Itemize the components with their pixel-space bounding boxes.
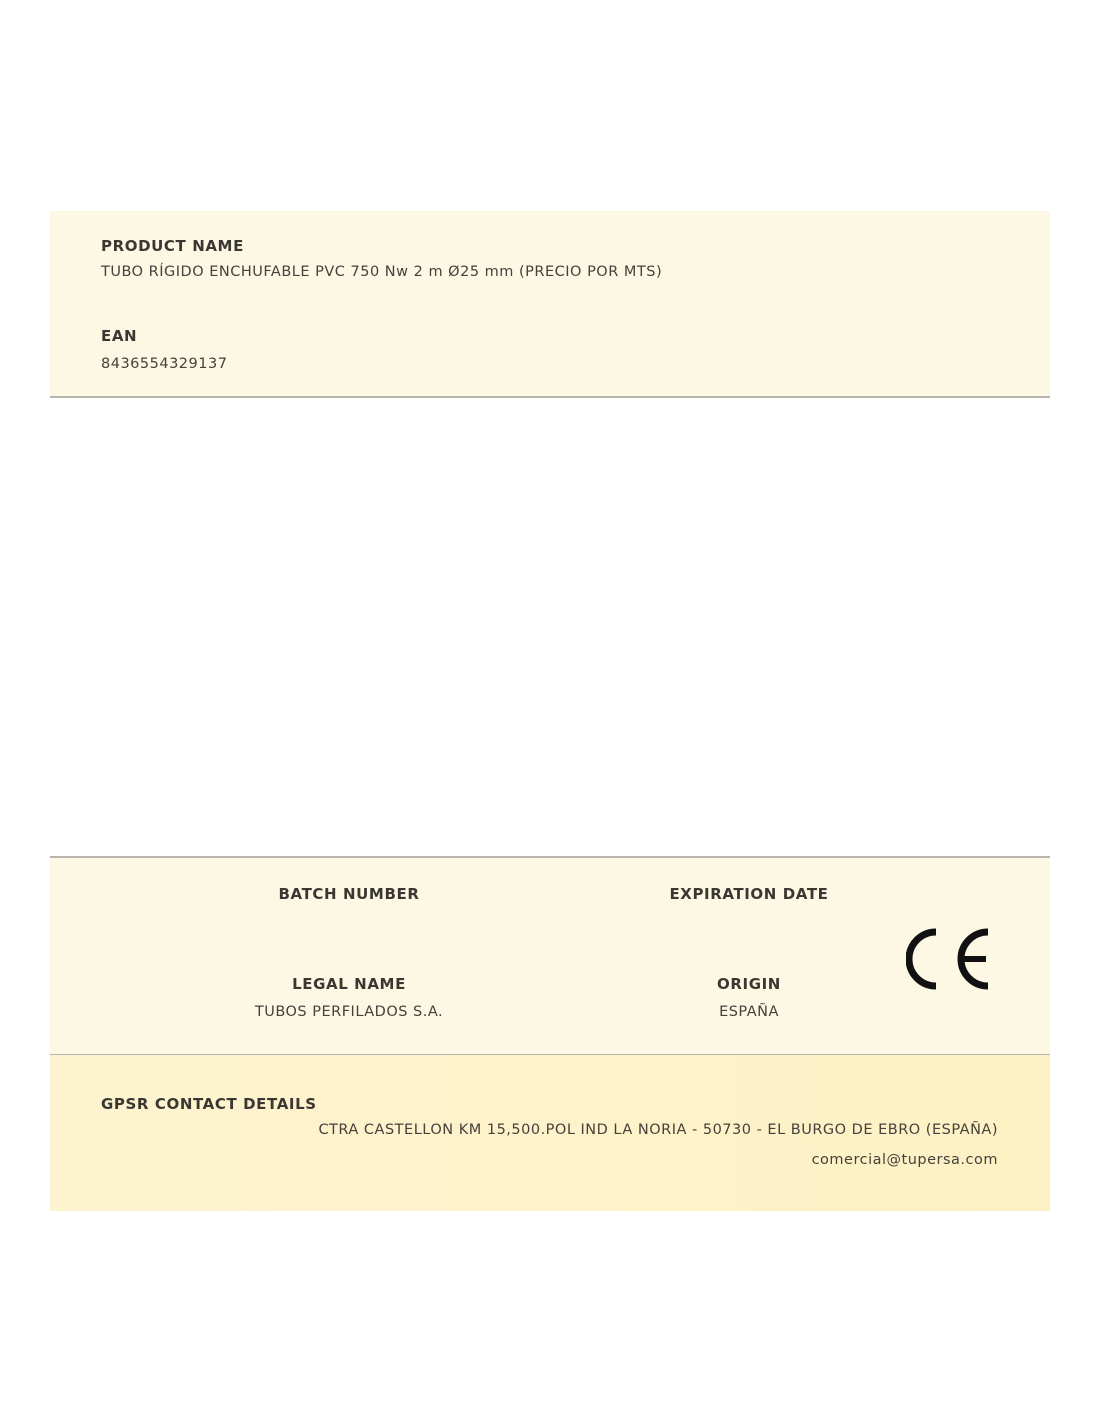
contact-address: CTRA CASTELLON KM 15,500.POL IND LA NORIA - 50730 - EL BURGO DE EBRO (ESPAÑA) [318, 1122, 998, 1138]
ean-value: 8436554329137 [101, 356, 228, 372]
legal-name-label: LEGAL NAME [292, 975, 406, 993]
product-info-panel [50, 211, 1050, 398]
gpsr-contact-panel [50, 1055, 1050, 1211]
batch-number-cell [199, 885, 499, 903]
origin-label: ORIGIN [717, 975, 781, 993]
product-name-label: PRODUCT NAME [101, 237, 244, 255]
ce-mark-icon [906, 928, 996, 990]
legal-name-value: TUBOS PERFILADOS S.A. [254, 1004, 444, 1020]
expiration-date-label: EXPIRATION DATE [669, 885, 829, 903]
origin-cell [599, 975, 899, 1020]
origin-value: ESPAÑA [719, 1004, 779, 1020]
batch-info-panel [50, 856, 1050, 1056]
ean-label: EAN [101, 327, 138, 345]
gpsr-contact-label: GPSR CONTACT DETAILS [101, 1095, 317, 1113]
batch-number-label: BATCH NUMBER [278, 885, 420, 903]
expiration-date-cell [599, 885, 899, 903]
product-name-value: TUBO RÍGIDO ENCHUFABLE PVC 750 Nw 2 m Ø25 mm (PRECIO POR MTS) [101, 264, 663, 280]
legal-name-cell [199, 975, 499, 1020]
contact-email: comercial@tupersa.com [811, 1152, 998, 1168]
